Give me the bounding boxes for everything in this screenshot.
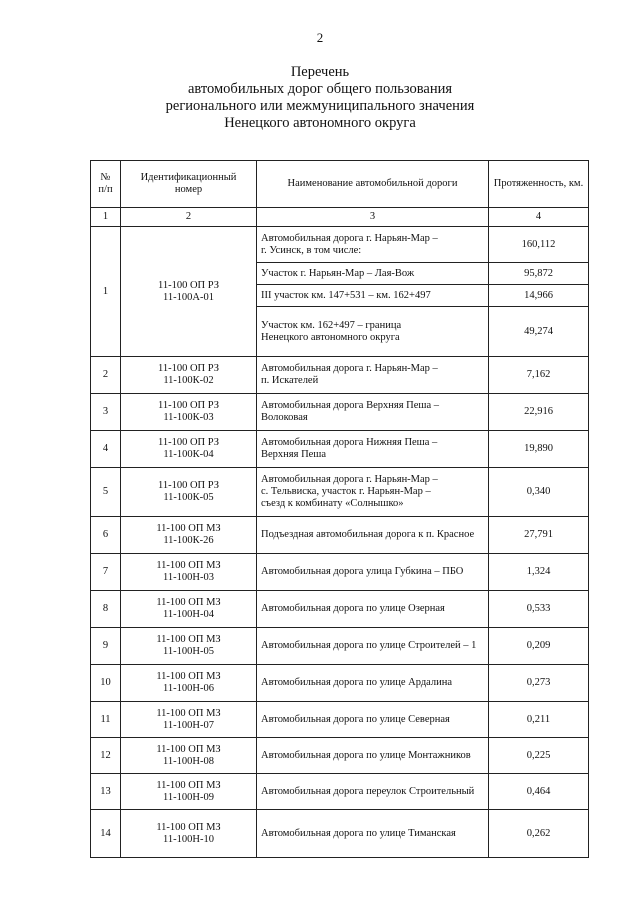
row-number: 9 (91, 628, 121, 665)
row-length: 19,890 (489, 431, 589, 468)
row-length: 0,464 (489, 774, 589, 810)
row-number: 8 (91, 591, 121, 628)
row-road-name: Автомобильная дорога Нижняя Пеша – Верхняя Пеша (257, 431, 489, 468)
row-number: 2 (91, 357, 121, 394)
title-line: регионального или межмуниципального значения (165, 98, 475, 114)
row-length: 0,273 (489, 665, 589, 702)
title-line: автомобильных дорог общего пользования (187, 81, 453, 97)
page-number: 2 (316, 30, 324, 45)
table-row (91, 394, 589, 431)
row-road-name: Автомобильная дорога г. Нарьян-Мар – г. Усинск, в том числе: (257, 227, 489, 263)
row-length: 0,225 (489, 738, 589, 774)
row-length: 7,162 (489, 357, 589, 394)
row-length: 160,112 (489, 227, 589, 263)
document-title (0, 64, 640, 132)
row-number: 11 (91, 702, 121, 738)
table-row (91, 517, 589, 554)
title-line: Ненецкого автономного округа (224, 115, 416, 131)
column-number: 1 (91, 208, 121, 227)
row-road-name: III участок км. 147+531 – км. 162+497 (257, 285, 489, 307)
row-road-name: Автомобильная дорога по улице Строителей – 1 (257, 628, 489, 665)
row-road-name: Автомобильная дорога по улице Тиманская (257, 810, 489, 858)
table-header-row (91, 161, 589, 208)
row-id: 11-100 ОП МЗ 11-100Н-06 (121, 665, 257, 702)
row-road-name: Автомобильная дорога Верхняя Пеша – Волоковая (257, 394, 489, 431)
row-id: 11-100 ОП МЗ 11-100Н-05 (121, 628, 257, 665)
row-id: 11-100 ОП МЗ 11-100Н-10 (121, 810, 257, 858)
row-length: 0,262 (489, 810, 589, 858)
row-length: 0,533 (489, 591, 589, 628)
row-number: 14 (91, 810, 121, 858)
row-length: 0,211 (489, 702, 589, 738)
table-row (91, 431, 589, 468)
row-road-name: Автомобильная дорога улица Губкина – ПБО (257, 554, 489, 591)
column-number: 4 (489, 208, 589, 227)
table-row (91, 468, 589, 517)
row-id: 11-100 ОП РЗ 11-100К-04 (121, 431, 257, 468)
row-road-name: Автомобильная дорога по улице Северная (257, 702, 489, 738)
row-id: 11-100 ОП МЗ 11-100Н-08 (121, 738, 257, 774)
row-id: 11-100 ОП РЗ 11-100А-01 (121, 227, 257, 357)
row-length: 27,791 (489, 517, 589, 554)
row-number: 3 (91, 394, 121, 431)
table-row (91, 628, 589, 665)
row-road-name: Автомобильная дорога г. Нарьян-Мар – с. Тельвиска, участок г. Нарьян-Мар – съезд к комбинату «Солнышко» (257, 468, 489, 517)
row-length: 0,209 (489, 628, 589, 665)
row-length: 1,324 (489, 554, 589, 591)
table-row (91, 702, 589, 738)
row-number: 4 (91, 431, 121, 468)
row-number: 10 (91, 665, 121, 702)
row-number: 12 (91, 738, 121, 774)
row-id: 11-100 ОП МЗ 11-100Н-04 (121, 591, 257, 628)
table-row (91, 665, 589, 702)
table-row (91, 810, 589, 858)
row-id: 11-100 ОП МЗ 11-100Н-03 (121, 554, 257, 591)
table-row (91, 357, 589, 394)
row-road-name: Автомобильная дорога по улице Озерная (257, 591, 489, 628)
row-number: 6 (91, 517, 121, 554)
row-number: 1 (91, 227, 121, 357)
row-length: 0,340 (489, 468, 589, 517)
title-line: Перечень (290, 64, 350, 80)
column-number: 3 (257, 208, 489, 227)
header-length: Протяженность, км. (489, 161, 589, 208)
row-length: 95,872 (489, 263, 589, 285)
row-id: 11-100 ОП РЗ 11-100К-03 (121, 394, 257, 431)
row-length: 49,274 (489, 307, 589, 357)
table-row (91, 554, 589, 591)
header-id: Идентификационный номер (121, 161, 257, 208)
row-road-name: Автомобильная дорога по улице Монтажников (257, 738, 489, 774)
roads-table (90, 160, 589, 858)
row-road-name: Участок км. 162+497 – граница Ненецкого автономного округа (257, 307, 489, 357)
row-road-name: Участок г. Нарьян-Мар – Лая-Вож (257, 263, 489, 285)
row-road-name: Автомобильная дорога г. Нарьян-Мар – п. Искателей (257, 357, 489, 394)
row-id: 11-100 ОП МЗ 11-100К-26 (121, 517, 257, 554)
column-number-row (91, 208, 589, 227)
row-id: 11-100 ОП РЗ 11-100К-05 (121, 468, 257, 517)
row-road-name: Подъездная автомобильная дорога к п. Красное (257, 517, 489, 554)
table-row (91, 774, 589, 810)
row-road-name: Автомобильная дорога переулок Строительный (257, 774, 489, 810)
row-number: 13 (91, 774, 121, 810)
row-id: 11-100 ОП МЗ 11-100Н-07 (121, 702, 257, 738)
row-length: 14,966 (489, 285, 589, 307)
table-row (91, 227, 589, 263)
header-number: № п/п (91, 161, 121, 208)
row-id: 11-100 ОП РЗ 11-100К-02 (121, 357, 257, 394)
row-road-name: Автомобильная дорога по улице Ардалина (257, 665, 489, 702)
row-id: 11-100 ОП МЗ 11-100Н-09 (121, 774, 257, 810)
table-row (91, 591, 589, 628)
row-number: 5 (91, 468, 121, 517)
column-number: 2 (121, 208, 257, 227)
table-row (91, 738, 589, 774)
row-length: 22,916 (489, 394, 589, 431)
row-number: 7 (91, 554, 121, 591)
header-road-name: Наименование автомобильной дороги (257, 161, 489, 208)
